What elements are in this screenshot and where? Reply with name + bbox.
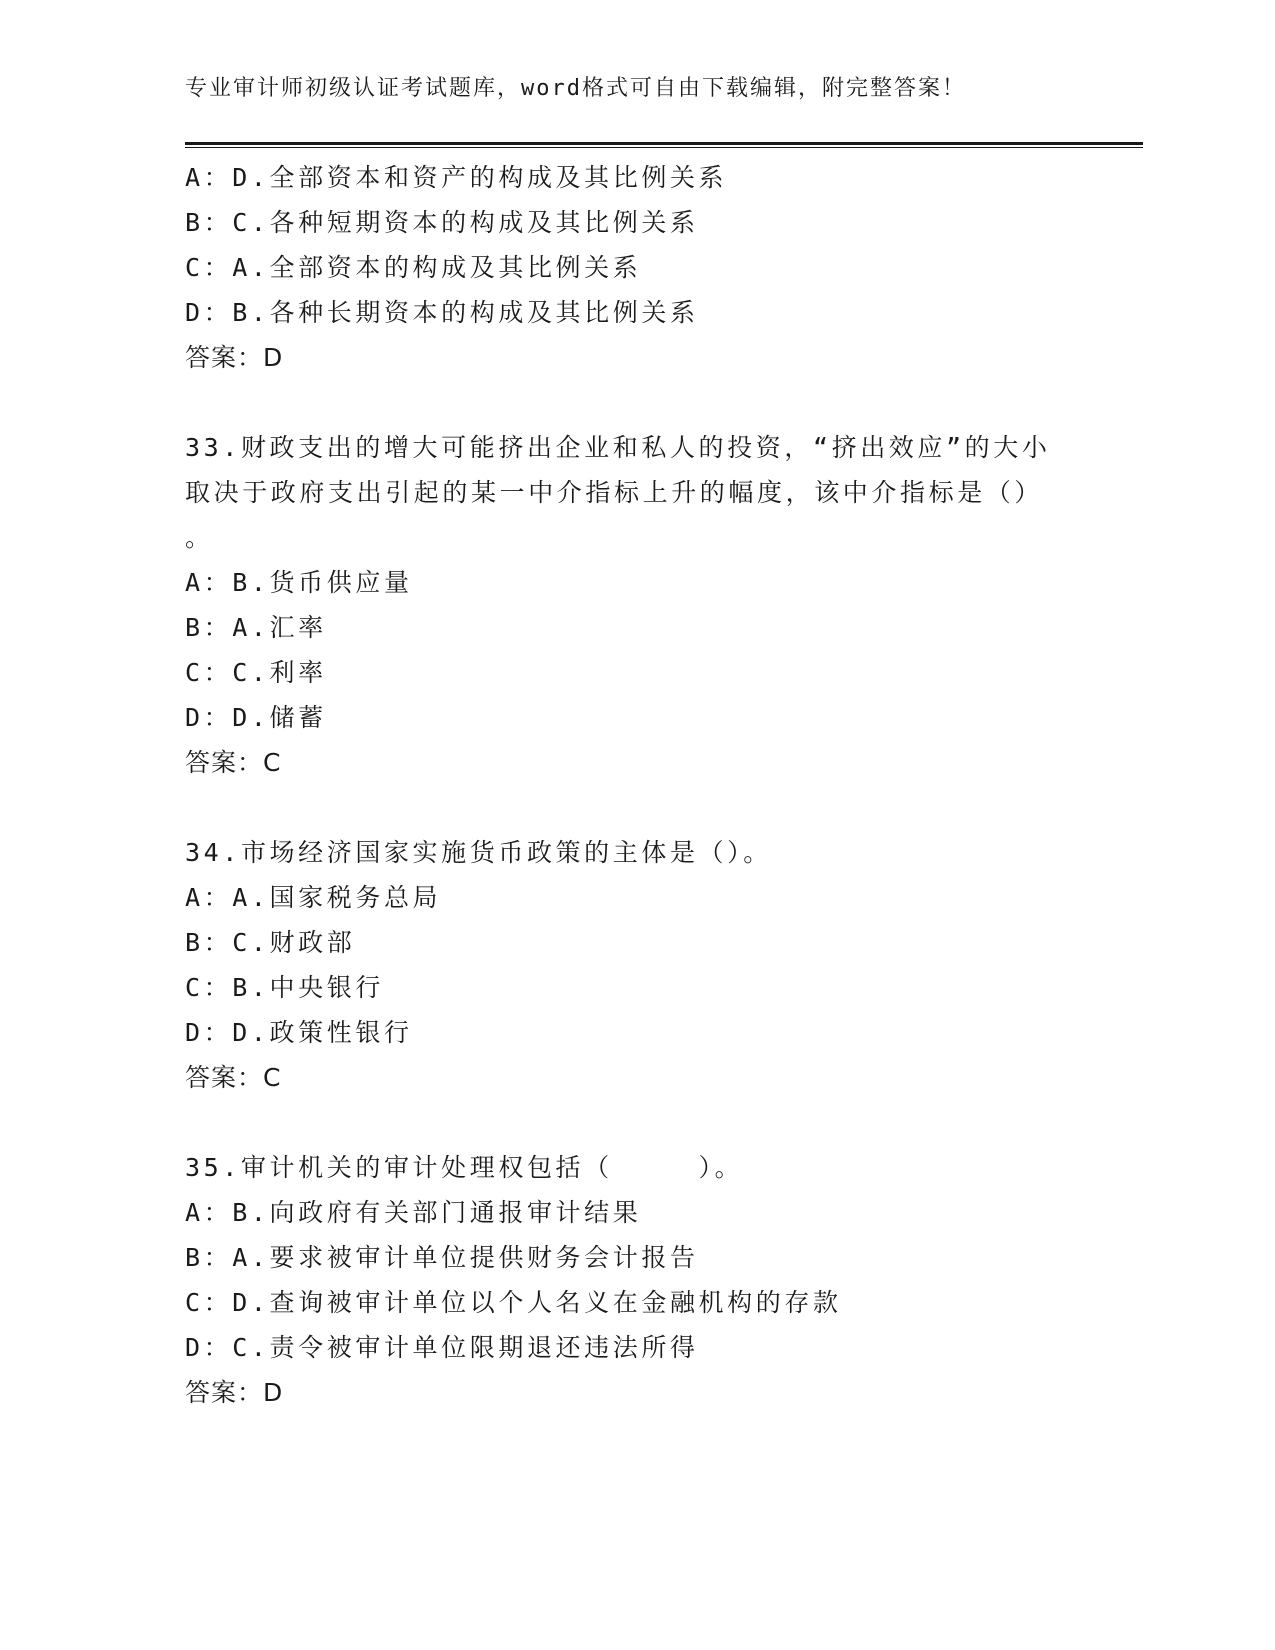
question-33 (185, 425, 1143, 785)
option-c: C：A.全部资本的构成及其比例关系 (185, 253, 642, 282)
option-a: A：B.货币供应量 (185, 568, 413, 597)
option-d: D：B.各种长期资本的构成及其比例关系 (185, 298, 699, 327)
answer-line: 答案：C (185, 1063, 282, 1092)
option-c: C：C.利率 (185, 658, 327, 687)
spacer (185, 1100, 1143, 1145)
option-d: D：D.政策性银行 (185, 1018, 413, 1047)
option-b: B：C.各种短期资本的构成及其比例关系 (185, 208, 699, 237)
option-b: B：A.要求被审计单位提供财务会计报告 (185, 1243, 699, 1272)
option-c: C：D.查询被审计单位以个人名义在金融机构的存款 (185, 1288, 842, 1317)
option-b: B：C.财政部 (185, 928, 356, 957)
question-32 (185, 155, 1143, 380)
answer-line: 答案：C (185, 748, 282, 777)
option-d: D：C.责令被审计单位限期退还违法所得 (185, 1333, 699, 1362)
question-35 (185, 1145, 1143, 1415)
question-content (185, 155, 1143, 1415)
answer-line: 答案：D (185, 1378, 284, 1407)
option-a: A：D.全部资本和资产的构成及其比例关系 (185, 163, 728, 192)
question-stem: 35.审计机关的审计处理权包括（ ）。 (185, 1153, 744, 1182)
page-header: 专业审计师初级认证考试题库，word格式可自由下载编辑，附完整答案！ (185, 76, 966, 101)
spacer (185, 785, 1143, 830)
question-34 (185, 830, 1143, 1100)
option-a: A：A.国家税务总局 (185, 883, 442, 912)
question-stem-line: 33.财政支出的增大可能挤出企业和私人的投资，“挤出效应”的大小 (185, 433, 1051, 462)
question-stem-line: 取决于政府支出引起的某一中介指标上升的幅度，该中介指标是（） (185, 478, 1044, 507)
question-stem: 34.市场经济国家实施货币政策的主体是（）。 (185, 838, 772, 867)
option-b: B：A.汇率 (185, 613, 327, 642)
question-stem-line: 。 (185, 523, 214, 552)
spacer (185, 380, 1143, 425)
answer-line: 答案：D (185, 343, 284, 372)
header-divider (185, 142, 1143, 148)
option-c: C：B.中央银行 (185, 973, 384, 1002)
option-d: D：D.储蓄 (185, 703, 327, 732)
option-a: A：B.向政府有关部门通报审计结果 (185, 1198, 642, 1227)
